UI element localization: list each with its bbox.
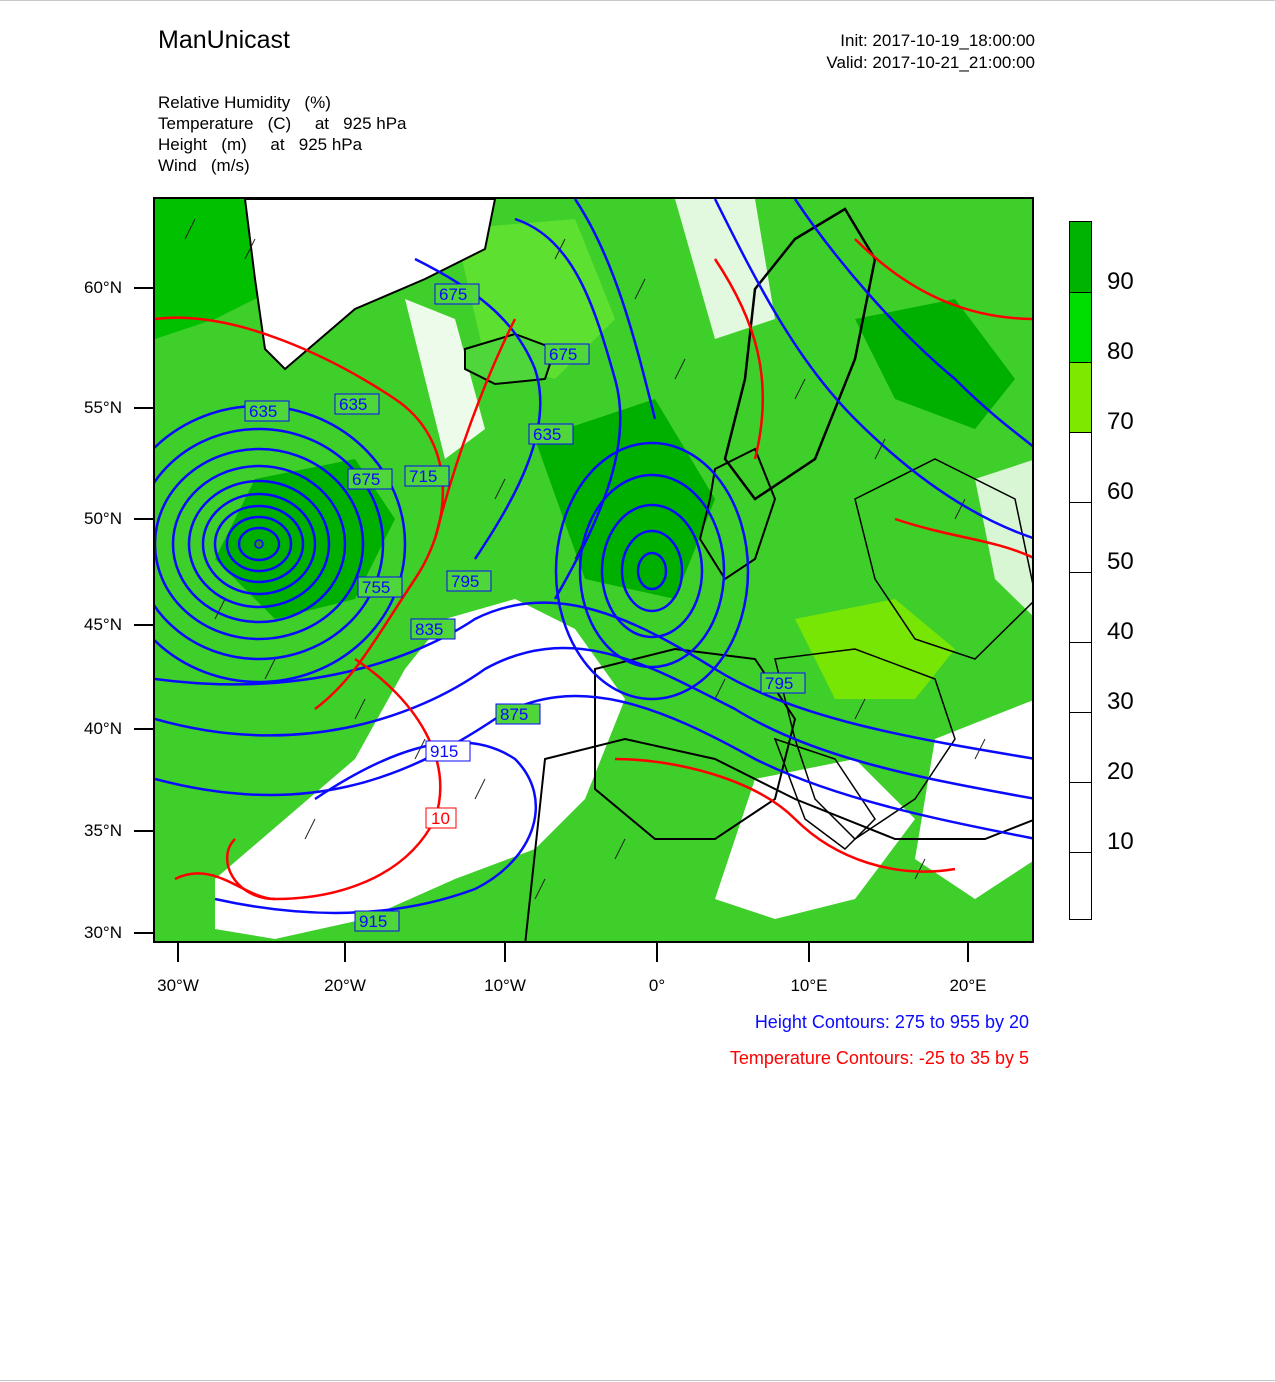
- lon-label-30w: 30°W: [157, 976, 199, 995]
- weather-map: [153, 197, 1034, 943]
- colorbar-label-30: 30: [1107, 688, 1134, 715]
- colorbar-label-40: 40: [1107, 618, 1134, 645]
- plot-title: ManUnicast: [158, 26, 290, 54]
- height-label: 635: [533, 425, 562, 444]
- temperature-contours-note: Temperature Contours: -25 to 35 by 5: [729, 1048, 1029, 1068]
- height-label: 635: [339, 395, 368, 414]
- colorbar-box: [1070, 712, 1091, 782]
- humidity-colorbar: [1069, 221, 1092, 920]
- field-height: Height (m) at 925 hPa: [158, 135, 363, 154]
- colorbar-label-10: 10: [1107, 828, 1134, 855]
- colorbar-label-20: 20: [1107, 758, 1134, 785]
- colorbar-box: [1070, 502, 1091, 572]
- height-label: 915: [430, 742, 459, 761]
- lon-label-10e: 10°E: [790, 976, 828, 995]
- colorbar-box: [1070, 222, 1091, 292]
- top-border: [0, 0, 1275, 1]
- low-pressure-center: [255, 540, 263, 548]
- height-label: 675: [549, 345, 578, 364]
- height-label: 635: [249, 402, 278, 421]
- height-label: 915: [359, 912, 388, 931]
- temperature-label: 10: [431, 809, 450, 828]
- lat-label-55n: 55°N: [84, 398, 122, 417]
- lat-label-30n: 30°N: [84, 923, 122, 942]
- lon-label-20e: 20°E: [949, 976, 987, 995]
- height-label: 675: [352, 470, 381, 489]
- lon-label-20w: 20°W: [324, 976, 366, 995]
- bottom-border: [0, 1380, 1275, 1381]
- lon-label-10w: 10°W: [484, 976, 526, 995]
- colorbar-label-70: 70: [1107, 408, 1134, 435]
- height-label: 675: [439, 285, 468, 304]
- colorbar-box: [1070, 572, 1091, 642]
- colorbar-box: [1070, 362, 1091, 432]
- valid-time: Valid: 2017-10-21_21:00:00: [826, 53, 1035, 72]
- colorbar-box: [1070, 432, 1091, 502]
- colorbar-label-60: 60: [1107, 478, 1134, 505]
- height-label: 875: [500, 705, 529, 724]
- colorbar-box: [1070, 642, 1091, 712]
- height-label: 835: [415, 620, 444, 639]
- lon-ticks: [150, 940, 1030, 966]
- colorbar-box: [1070, 852, 1091, 919]
- field-temperature: Temperature (C) at 925 hPa: [158, 114, 407, 133]
- colorbar-box: [1070, 782, 1091, 852]
- colorbar-box: [1070, 292, 1091, 362]
- lat-label-60n: 60°N: [84, 278, 122, 297]
- height-label: 715: [409, 467, 438, 486]
- height-label: 795: [451, 572, 480, 591]
- colorbar-label-50: 50: [1107, 548, 1134, 575]
- colorbar-label-90: 90: [1107, 268, 1134, 295]
- lat-label-45n: 45°N: [84, 615, 122, 634]
- height-contours-note: Height Contours: 275 to 955 by 20: [754, 1012, 1029, 1032]
- lat-label-50n: 50°N: [84, 509, 122, 528]
- lat-label-35n: 35°N: [84, 821, 122, 840]
- colorbar-label-80: 80: [1107, 338, 1134, 365]
- init-time: Init: 2017-10-19_18:00:00: [840, 31, 1035, 50]
- field-rh: Relative Humidity (%): [158, 93, 331, 112]
- lon-label-0: 0°: [648, 976, 666, 995]
- map-graphic: [155, 199, 1034, 943]
- field-wind: Wind (m/s): [158, 156, 250, 175]
- height-label: 795: [765, 674, 794, 693]
- lat-label-40n: 40°N: [84, 719, 122, 738]
- height-label: 755: [362, 578, 391, 597]
